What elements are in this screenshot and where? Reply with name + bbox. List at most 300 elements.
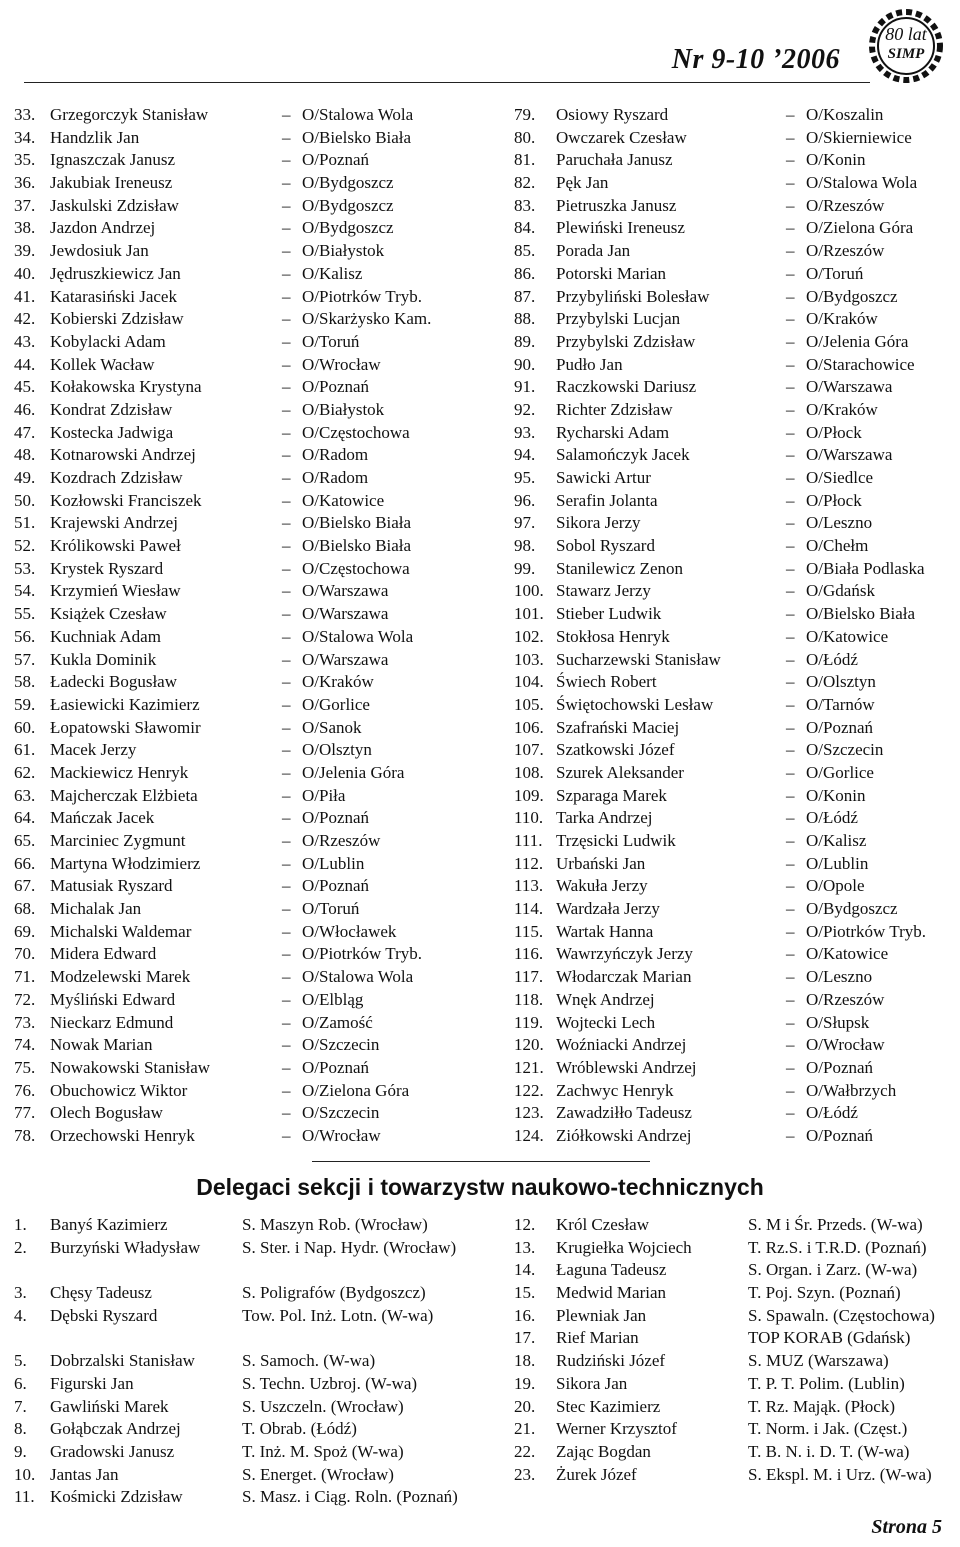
member-name: Przybylski Lucjan [556,309,681,329]
delegate-name: Krugiełka Wojciech [556,1237,692,1257]
member-branch: O/Płock [806,422,862,442]
member-branch: O/Piła [302,785,346,805]
member-branch: O/Bielsko Biała [302,513,412,533]
member-number: 59. [14,694,36,714]
member-row [514,694,954,717]
member-number: 91. [514,377,536,397]
member-branch: O/Łódź [806,808,858,828]
member-row [14,127,484,150]
members-list-left [14,104,484,1148]
delegate-section: S. M i Śr. Przeds. (W-wa) [748,1215,923,1234]
member-number: 81. [514,150,536,170]
dash-separator: – [786,468,795,487]
issue-number: Nr 9-10 ’2006 [671,44,840,75]
member-branch: O/Poznań [302,1057,370,1077]
delegate-row [514,1396,960,1419]
dash-separator: – [786,1080,795,1100]
member-branch: O/Lublin [806,853,869,873]
delegate-number: 20. [514,1396,536,1416]
member-branch: O/Warszawa [302,649,389,669]
dash-separator: – [282,558,291,578]
delegate-row [14,1237,484,1282]
delegate-section: S. Masz. i Ciąg. Roln. (Poznań) [242,1487,458,1507]
member-branch: O/Radom [302,468,369,487]
member-name: Kobierski Zdzisław [50,309,184,329]
member-number: 96. [514,490,536,510]
member-row [514,1034,954,1057]
member-name: Wardzała Jerzy [556,899,660,919]
delegate-number: 17. [514,1328,536,1348]
member-number: 111. [514,831,543,850]
dash-separator: – [786,717,795,737]
delegate-row [514,1327,960,1350]
simp-80-logo [860,6,952,86]
member-name: Katarasiński Jacek [50,286,177,306]
dash-separator: – [786,354,795,374]
member-name: Kuchniak Adam [50,626,161,646]
member-number: 105. [514,694,544,714]
member-number: 51. [14,513,36,533]
delegates-list-right [514,1214,960,1486]
member-branch: O/Poznań [806,1125,874,1145]
delegate-row [514,1237,960,1260]
member-row [514,172,954,195]
member-row [514,535,954,558]
delegate-name: Gradowski Janusz [50,1441,175,1461]
member-number: 90. [514,354,536,374]
member-row [514,1057,954,1080]
member-row [514,354,954,377]
member-name: Kozłowski Franciszek [50,490,202,510]
member-row [14,149,484,172]
member-branch: O/Olsztyn [806,672,876,692]
member-number: 123. [514,1103,544,1123]
member-name: Kondrat Zdzisław [50,399,173,419]
member-name: Królikowski Paweł [50,536,181,556]
delegate-section: S. MUZ (Warszawa) [748,1351,889,1371]
delegate-number: 19. [514,1373,536,1393]
member-branch: O/Katowice [806,944,889,964]
member-row [514,898,954,921]
member-row [14,717,484,740]
delegate-section: S. Techn. Uzbroj. (W-wa) [242,1373,418,1393]
member-branch: O/Kraków [806,309,878,329]
section-title: Delegaci sekcji i towarzystw naukowo-technicznych [196,1174,764,1200]
member-branch: O/Rzeszów [806,241,885,261]
delegate-section: T. Obrab. (Łódź) [242,1419,357,1439]
member-name: Kobylacki Adam [50,331,166,351]
member-number: 93. [514,422,536,442]
dash-separator: – [282,762,291,782]
member-name: Potorski Marian [556,263,667,283]
dash-separator: – [282,241,291,261]
member-number: 35. [14,150,36,170]
header-rule [24,82,870,83]
dash-separator: – [282,1125,291,1145]
member-number: 119. [514,1012,544,1032]
member-row [514,1012,954,1035]
member-number: 104. [514,672,544,692]
member-branch: O/Toruń [806,263,864,283]
dash-separator: – [786,490,795,510]
member-branch: O/Rzeszów [806,989,885,1009]
member-branch: O/Zielona Góra [302,1080,410,1100]
delegate-row [14,1464,484,1487]
member-number: 121. [514,1057,544,1077]
dash-separator: – [786,921,795,941]
delegate-row [514,1350,960,1373]
member-name: Mańczak Jacek [50,808,155,828]
member-branch: O/Leszno [806,513,873,533]
member-number: 65. [14,831,36,850]
delegate-row [14,1214,484,1237]
member-branch: O/Biała Podlaska [806,558,925,578]
member-branch: O/Piotrków Tryb. [806,921,926,941]
member-row [14,626,484,649]
dash-separator: – [786,853,795,873]
member-name: Sawicki Artur [556,468,651,487]
member-row [14,444,484,467]
dash-separator: – [282,354,291,374]
member-number: 110. [514,808,544,828]
member-name: Szparaga Marek [556,785,667,805]
member-row [14,649,484,672]
delegate-row [14,1396,484,1419]
member-name: Krzymień Wiesław [50,581,181,601]
member-name: Obuchowicz Wiktor [50,1080,188,1100]
member-branch: O/Łódź [806,649,858,669]
delegate-row [14,1350,484,1373]
member-row [14,331,484,354]
member-number: 39. [14,241,36,261]
member-number: 122. [514,1080,544,1100]
dash-separator: – [282,989,291,1009]
member-name: Serafin Jolanta [556,490,658,510]
dash-separator: – [786,626,795,646]
member-row [514,966,954,989]
member-branch: O/Gorlice [806,762,874,782]
member-name: Sobol Ryszard [556,536,655,556]
dash-separator: – [282,1080,291,1100]
member-name: Porada Jan [556,241,631,261]
member-name: Stanilewicz Zenon [556,558,683,578]
delegate-section: TOP KORAB (Gdańsk) [748,1328,911,1348]
dash-separator: – [786,377,795,397]
member-name: Jewdosiuk Jan [50,241,149,261]
delegate-row [14,1373,484,1396]
member-number: 50. [14,490,36,510]
member-number: 76. [14,1080,36,1100]
delegate-section: S. Spawaln. (Częstochowa) [748,1305,935,1325]
member-row [14,490,484,513]
member-number: 95. [514,468,536,487]
logo-simp: SIMP [887,46,925,62]
member-row [14,422,484,445]
member-row [514,263,954,286]
member-number: 52. [14,536,36,556]
member-branch: O/Warszawa [806,445,893,465]
member-name: Szurek Aleksander [556,762,684,782]
member-branch: O/Częstochowa [302,422,410,442]
member-row [14,580,484,603]
member-branch: O/Piotrków Tryb. [302,944,422,964]
member-row [14,286,484,309]
delegate-section: S. Maszyn Rob. (Wrocław) [242,1215,428,1234]
dash-separator: – [786,762,795,782]
member-name: Jazdon Andrzej [50,218,156,238]
member-number: 61. [14,740,36,760]
member-name: Kotnarowski Andrzej [50,445,196,465]
member-number: 70. [14,944,36,964]
member-branch: O/Konin [806,150,866,170]
member-name: Kozdrach Zdzisław [50,468,183,487]
delegate-number: 5. [14,1351,27,1371]
dash-separator: – [786,967,795,987]
member-name: Jaskulski Zdzisław [50,195,179,215]
member-branch: O/Kalisz [806,831,867,850]
member-name: Wróblewski Andrzej [556,1057,697,1077]
member-branch: O/Lublin [302,853,365,873]
dash-separator: – [282,717,291,737]
member-number: 97. [514,513,536,533]
dash-separator: – [786,876,795,896]
member-branch: O/Koszalin [806,105,884,124]
member-name: Łasiewicki Kazimierz [50,694,200,714]
delegate-number: 2. [14,1237,27,1257]
member-row [514,807,954,830]
delegate-name: Żurek Józef [556,1464,637,1484]
delegate-name: Werner Krzysztof [556,1419,677,1439]
member-name: Matusiak Ryszard [50,876,173,896]
dash-separator: – [786,785,795,805]
member-number: 87. [514,286,536,306]
dash-separator: – [282,286,291,306]
member-name: Wartak Hanna [556,921,654,941]
dash-separator: – [282,331,291,351]
delegate-name: Rudziński Józef [556,1351,666,1371]
delegate-section: T. Inż. M. Spoż (W-wa) [242,1441,404,1461]
delegate-row [14,1305,484,1350]
dash-separator: – [282,513,291,533]
member-row [14,1012,484,1035]
member-name: Szatkowski Józef [556,740,675,760]
member-row [514,717,954,740]
member-number: 79. [514,105,536,124]
member-row [14,399,484,422]
member-number: 109. [514,785,544,805]
dash-separator: – [786,331,795,351]
delegate-section: T. P. T. Polim. (Lublin) [748,1373,905,1393]
dash-separator: – [786,944,795,964]
dash-separator: – [282,1103,291,1123]
member-row [514,671,954,694]
member-name: Nowak Marian [50,1035,153,1055]
member-name: Krajewski Andrzej [50,513,178,533]
member-row [14,898,484,921]
member-branch: O/Warszawa [806,377,893,397]
member-branch: O/Piotrków Tryb. [302,286,422,306]
member-number: 116. [514,944,544,964]
dash-separator: – [786,558,795,578]
member-row [14,1034,484,1057]
dash-separator: – [282,1057,291,1077]
member-row [14,376,484,399]
member-row [14,512,484,535]
dash-separator: – [786,399,795,419]
member-branch: O/Kraków [806,399,878,419]
member-branch: O/Szczecin [806,740,884,760]
member-row [514,762,954,785]
member-branch: O/Wrocław [302,1125,381,1145]
member-branch: O/Bielsko Biała [302,536,412,556]
member-row [14,603,484,626]
dash-separator: – [282,853,291,873]
member-row [514,626,954,649]
dash-separator: – [786,1035,795,1055]
member-row [514,512,954,535]
member-row [514,376,954,399]
member-branch: O/Siedlce [806,468,874,487]
member-branch: O/Słupsk [806,1012,870,1032]
member-number: 47. [14,422,36,442]
member-name: Przybylski Zdzisław [556,331,696,351]
member-name: Wawrzyńczyk Jerzy [556,944,693,964]
delegate-section: S. Energet. (Wrocław) [242,1464,394,1484]
dash-separator: – [282,581,291,601]
member-name: Wakuła Jerzy [556,876,648,896]
delegate-section: T. Rz.S. i T.R.D. (Poznań) [748,1237,927,1257]
member-row [514,875,954,898]
dash-separator: – [282,604,291,624]
delegate-name: Gołąbczak Andrzej [50,1419,181,1439]
member-name: Michalski Waldemar [50,921,192,941]
delegate-row [14,1418,484,1441]
member-row [14,966,484,989]
member-number: 117. [514,967,544,987]
member-name: Nieckarz Edmund [50,1012,174,1032]
delegates-list-left [14,1214,484,1532]
dash-separator: – [282,672,291,692]
dash-separator: – [786,445,795,465]
member-name: Ładecki Bogusław [50,672,177,692]
dash-separator: – [786,649,795,669]
dash-separator: – [282,445,291,465]
member-name: Orzechowski Henryk [50,1125,195,1145]
member-number: 41. [14,286,36,306]
dash-separator: – [282,967,291,987]
member-number: 78. [14,1125,36,1145]
delegate-row [14,1486,484,1531]
member-row [14,217,484,240]
member-name: Świech Robert [556,672,657,692]
delegate-name: Banyś Kazimierz [50,1215,168,1234]
member-row [14,172,484,195]
dash-separator: – [786,241,795,261]
member-row [514,286,954,309]
member-number: 108. [514,762,544,782]
dash-separator: – [282,422,291,442]
member-row [514,1102,954,1125]
member-branch: O/Tarnów [806,694,875,714]
member-branch: O/Wałbrzych [806,1080,897,1100]
delegate-section: T. Rz. Mająk. (Płock) [748,1396,895,1416]
member-name: Stokłosa Henryk [556,626,670,646]
member-branch: O/Bydgoszcz [806,899,898,919]
dash-separator: – [282,195,291,215]
member-name: Plewiński Ireneusz [556,218,685,238]
member-row [14,240,484,263]
member-name: Myśliński Edward [50,989,176,1009]
dash-separator: – [786,422,795,442]
member-row [514,422,954,445]
member-number: 53. [14,558,36,578]
member-branch: O/Sanok [302,717,362,737]
member-number: 54. [14,581,36,601]
member-number: 92. [514,399,536,419]
delegate-row [14,1441,484,1464]
member-row [514,217,954,240]
members-list-right [514,104,954,1148]
delegate-name: Sikora Jan [556,1373,628,1393]
member-number: 36. [14,173,36,193]
member-number: 58. [14,672,36,692]
member-number: 68. [14,899,36,919]
member-branch: O/Radom [302,445,369,465]
dash-separator: – [282,694,291,714]
delegate-name: Dębski Ryszard [50,1305,158,1325]
member-number: 86. [514,263,536,283]
delegate-number: 12. [514,1215,536,1234]
delegate-row [514,1373,960,1396]
delegate-row [514,1214,960,1237]
member-branch: O/Bydgoszcz [302,218,394,238]
dash-separator: – [282,105,291,124]
delegate-number: 9. [14,1441,27,1461]
member-row [14,921,484,944]
delegate-name: Król Czesław [556,1215,650,1234]
member-row [514,853,954,876]
dash-separator: – [282,468,291,487]
delegate-name: Łaguna Tadeusz [556,1260,667,1280]
member-name: Ignaszczak Janusz [50,150,176,170]
dash-separator: – [786,694,795,714]
member-row [514,603,954,626]
member-number: 48. [14,445,36,465]
member-number: 124. [514,1125,544,1145]
member-row [14,830,484,853]
dash-separator: – [786,581,795,601]
member-number: 60. [14,717,36,737]
delegate-name: Gawliński Marek [50,1396,169,1416]
member-number: 44. [14,354,36,374]
member-row [514,649,954,672]
dash-separator: – [786,173,795,193]
member-branch: O/Kalisz [302,263,363,283]
member-number: 43. [14,331,36,351]
member-number: 42. [14,309,36,329]
dash-separator: – [786,1125,795,1145]
member-branch: O/Konin [806,785,866,805]
member-number: 55. [14,604,36,624]
delegate-name: Figurski Jan [50,1373,134,1393]
member-name: Włodarczak Marian [556,967,692,987]
delegate-name: Zając Bogdan [556,1441,651,1461]
member-row [514,149,954,172]
member-branch: O/Chełm [806,536,869,556]
member-number: 56. [14,626,36,646]
delegate-section: S. Poligrafów (Bydgoszcz) [242,1283,426,1303]
member-number: 82. [514,173,536,193]
